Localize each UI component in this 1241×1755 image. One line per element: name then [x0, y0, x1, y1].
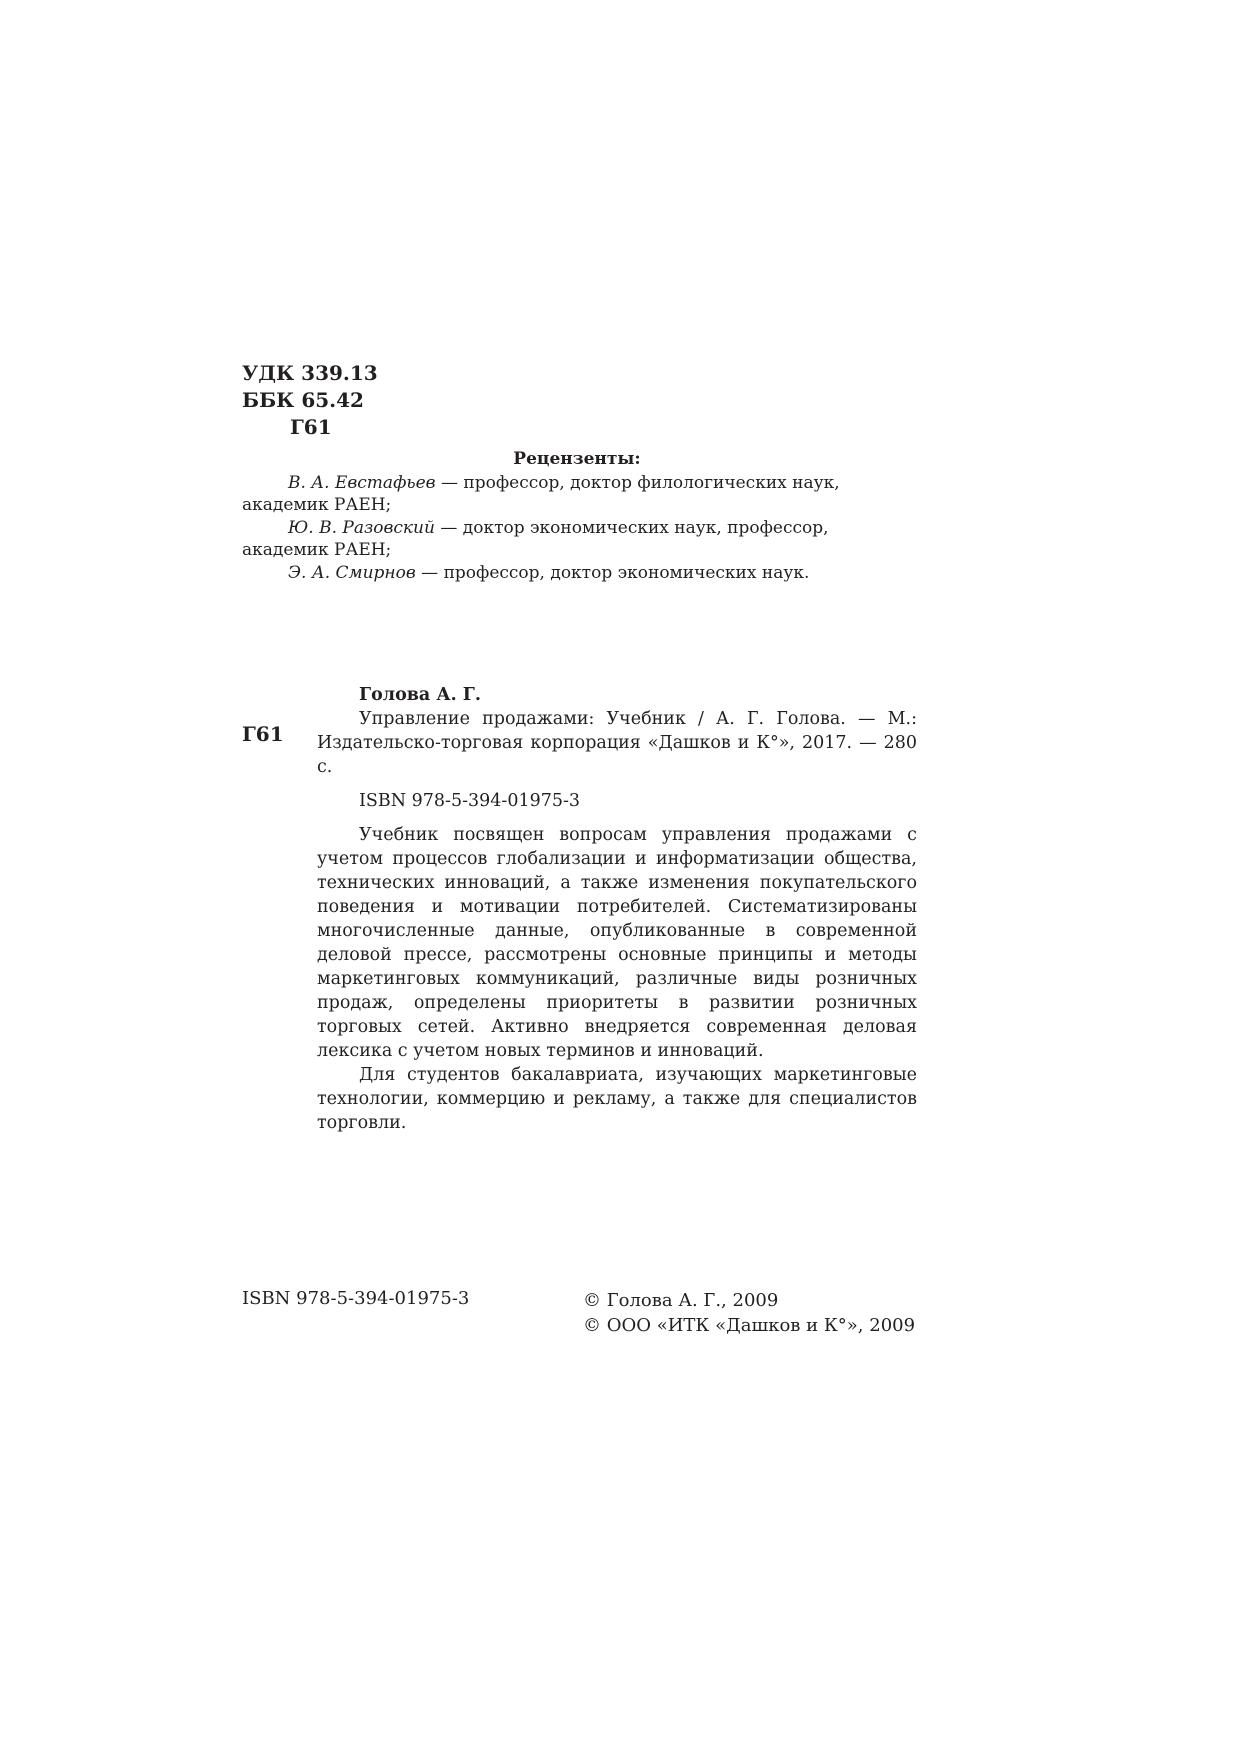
reviewer-name: Ю. В. Разовский [288, 517, 435, 538]
author-mark: Г61 [290, 415, 332, 439]
annotation: Учебник посвящен вопросам управления продажами с учетом процессов глобализации и информатизации общества, технических инноваций, а также изменения покупательского поведения и мотивации потребителей. Систематизированы многочисленные данные, опубликованные в современной деловой прессе, рассмотрены основные принципы и методы маркетинговых коммуникаций, различные виды розничных продаж, определены приоритеты в развитии розничных торговых сетей. Активно внедряется современная деловая лексика с учетом новых терминов и инноваций. [317, 825, 917, 1061]
card-isbn: ISBN 978-5-394-01975-3 [359, 791, 581, 811]
reviewers-title: Рецензенты: [513, 449, 641, 469]
reviewer-credentials: — доктор экономических наук, профессор, академик РАЕН; [242, 517, 829, 560]
reviewer-name: В. А. Евстафьев [288, 472, 436, 493]
bibliographic-description: Управление продажами: Учебник / А. Г. Голова. — М.: Издательско-торговая корпорация «Дашков и К°», 2017. — 280 с. [317, 709, 917, 777]
reviewer-credentials: — профессор, доктор экономических наук. [415, 562, 810, 583]
copyright-block [583, 1288, 915, 1338]
footer-isbn: ISBN 978-5-394-01975-3 [242, 1288, 470, 1309]
catalog-card [317, 683, 917, 1135]
reviewers-block [242, 448, 912, 584]
bbk-code: ББК 65.42 [242, 388, 364, 412]
card-author-mark: Г61 [242, 722, 284, 746]
reviewer-credentials: — профессор, доктор филологических наук, академик РАЕН; [242, 472, 840, 515]
copyright-publisher: © ООО «ИТК «Дашков и К°», 2009 [583, 1315, 916, 1336]
udk-code: УДК 339.13 [242, 361, 378, 385]
reviewer-item [242, 562, 912, 585]
classification-block [242, 360, 378, 441]
reviewer-name: Э. А. Смирнов [288, 562, 416, 583]
audience-note: Для студентов бакалавриата, изучающих маркетинговые технологии, коммерцию и рекламу, а также для специалистов торговли. [317, 1065, 917, 1133]
reviewer-item [242, 517, 912, 562]
card-author: Голова А. Г. [359, 685, 481, 705]
reviewer-item [242, 472, 912, 517]
copyright-author: © Голова А. Г., 2009 [583, 1290, 779, 1311]
